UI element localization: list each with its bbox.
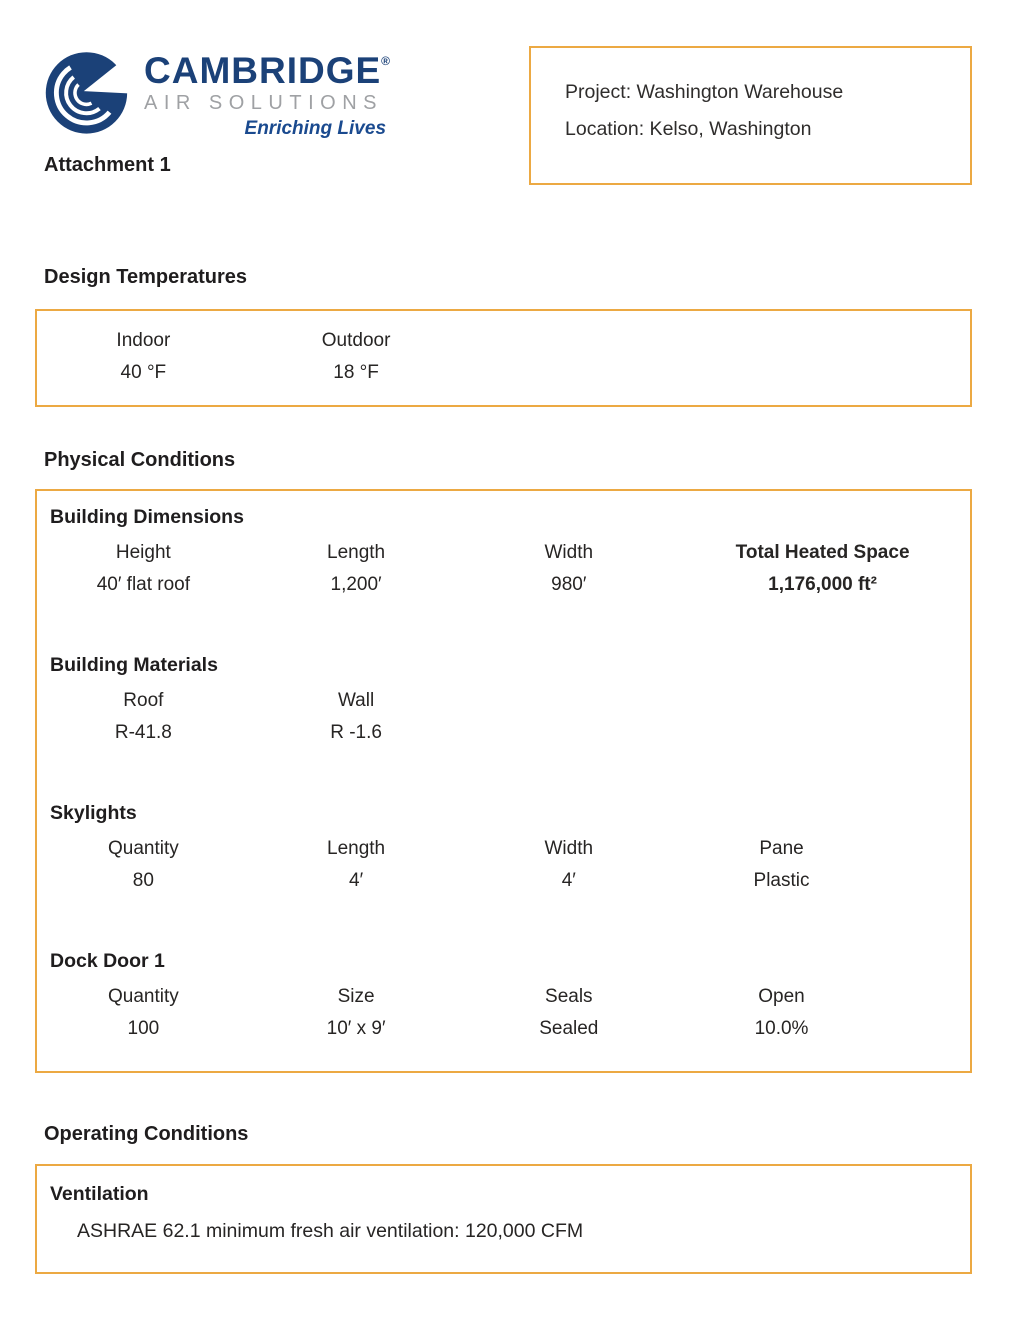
skylight-width-value: 4′	[561, 870, 576, 891]
design-temperatures-box	[35, 309, 972, 407]
skylight-pane-label: Pane	[759, 838, 804, 859]
dock-door-1-group	[37, 949, 970, 1045]
project-name: Project: Washington Warehouse	[565, 81, 844, 103]
skylight-width-cell	[462, 833, 675, 897]
dock-quantity-label: Quantity	[107, 986, 179, 1007]
skylight-quantity-cell	[37, 833, 250, 897]
wall-cell	[250, 685, 463, 749]
dock-seals-cell	[462, 981, 675, 1045]
section-title-operating-conditions: Operating Conditions	[44, 1123, 249, 1145]
skylight-pane-cell	[675, 833, 888, 897]
building-materials-title: Building Materials	[50, 654, 218, 676]
length-cell	[250, 537, 463, 601]
dock-door-1-row	[37, 981, 970, 1045]
outdoor-label: Outdoor	[321, 330, 391, 351]
brand-name: CAMBRIDGE®	[144, 50, 391, 91]
dock-quantity-value: 100	[127, 1018, 160, 1039]
dock-open-value: 10.0%	[754, 1018, 809, 1039]
skylights-group	[37, 801, 970, 897]
skylight-quantity-label: Quantity	[107, 838, 179, 859]
skylight-length-label: Length	[327, 838, 386, 859]
total-heated-space-value: 1,176,000 ft²	[768, 574, 877, 595]
skylight-quantity-value: 80	[132, 870, 154, 891]
wall-value: R -1.6	[330, 722, 382, 743]
total-heated-space-cell	[675, 537, 970, 601]
width-value: 980′	[551, 574, 587, 595]
cambridge-logo	[44, 46, 390, 140]
physical-conditions-box	[35, 489, 972, 1073]
registered-mark: ®	[381, 54, 391, 68]
dock-open-label: Open	[758, 986, 805, 1007]
outdoor-value: 18 °F	[333, 362, 379, 383]
roof-value: R-41.8	[114, 722, 172, 743]
brand-tagline: Enriching Lives	[244, 118, 387, 139]
skylight-length-cell	[250, 833, 463, 897]
project-location: Location: Kelso, Washington	[565, 118, 812, 140]
page-header	[0, 0, 1020, 185]
width-label: Width	[544, 542, 594, 563]
total-heated-space-label: Total Heated Space	[735, 542, 910, 563]
height-label: Height	[115, 542, 171, 563]
section-title-design-temperatures: Design Temperatures	[44, 266, 248, 288]
outdoor-temperature-cell	[250, 325, 463, 389]
brand-block	[44, 46, 390, 177]
roof-cell	[37, 685, 250, 749]
page-content	[0, 266, 1020, 1274]
building-materials-group	[37, 653, 970, 749]
design-temperatures-row	[37, 325, 970, 389]
project-info-box	[529, 46, 972, 185]
ventilation-title: Ventilation	[50, 1183, 149, 1205]
building-dimensions-group	[37, 505, 970, 601]
skylight-width-label: Width	[544, 838, 594, 859]
dock-seals-value: Sealed	[539, 1018, 599, 1039]
attachment-label: Attachment 1	[44, 154, 171, 176]
operating-conditions-box	[35, 1164, 972, 1274]
dock-size-value: 10′ x 9′	[326, 1018, 386, 1039]
height-value: 40′ flat roof	[96, 574, 191, 595]
ventilation-text: ASHRAE 62.1 minimum fresh air ventilation: 120,000 CFM	[77, 1220, 584, 1242]
dock-quantity-cell	[37, 981, 250, 1045]
wall-label: Wall	[337, 690, 375, 711]
indoor-temperature-cell	[37, 325, 250, 389]
building-dimensions-row	[37, 537, 970, 601]
cambridge-swirl-icon	[44, 46, 136, 138]
dock-door-1-title: Dock Door 1	[50, 950, 165, 972]
length-label: Length	[327, 542, 386, 563]
height-cell	[37, 537, 250, 601]
dock-seals-label: Seals	[545, 986, 593, 1007]
skylights-title: Skylights	[50, 802, 137, 824]
dock-size-cell	[250, 981, 463, 1045]
dock-open-cell	[675, 981, 888, 1045]
skylight-pane-value: Plastic	[753, 870, 810, 891]
indoor-label: Indoor	[116, 330, 171, 351]
indoor-value: 40 °F	[120, 362, 167, 383]
width-cell	[462, 537, 675, 601]
section-title-physical-conditions: Physical Conditions	[44, 449, 236, 471]
skylights-row	[37, 833, 970, 897]
roof-label: Roof	[123, 690, 164, 711]
skylight-length-value: 4′	[349, 870, 364, 891]
logo-text	[144, 46, 390, 140]
building-materials-row	[37, 685, 970, 749]
length-value: 1,200′	[330, 574, 382, 595]
dock-size-label: Size	[337, 986, 375, 1007]
building-dimensions-title: Building Dimensions	[50, 506, 244, 528]
brand-subname: AIR SOLUTIONS	[144, 92, 383, 114]
